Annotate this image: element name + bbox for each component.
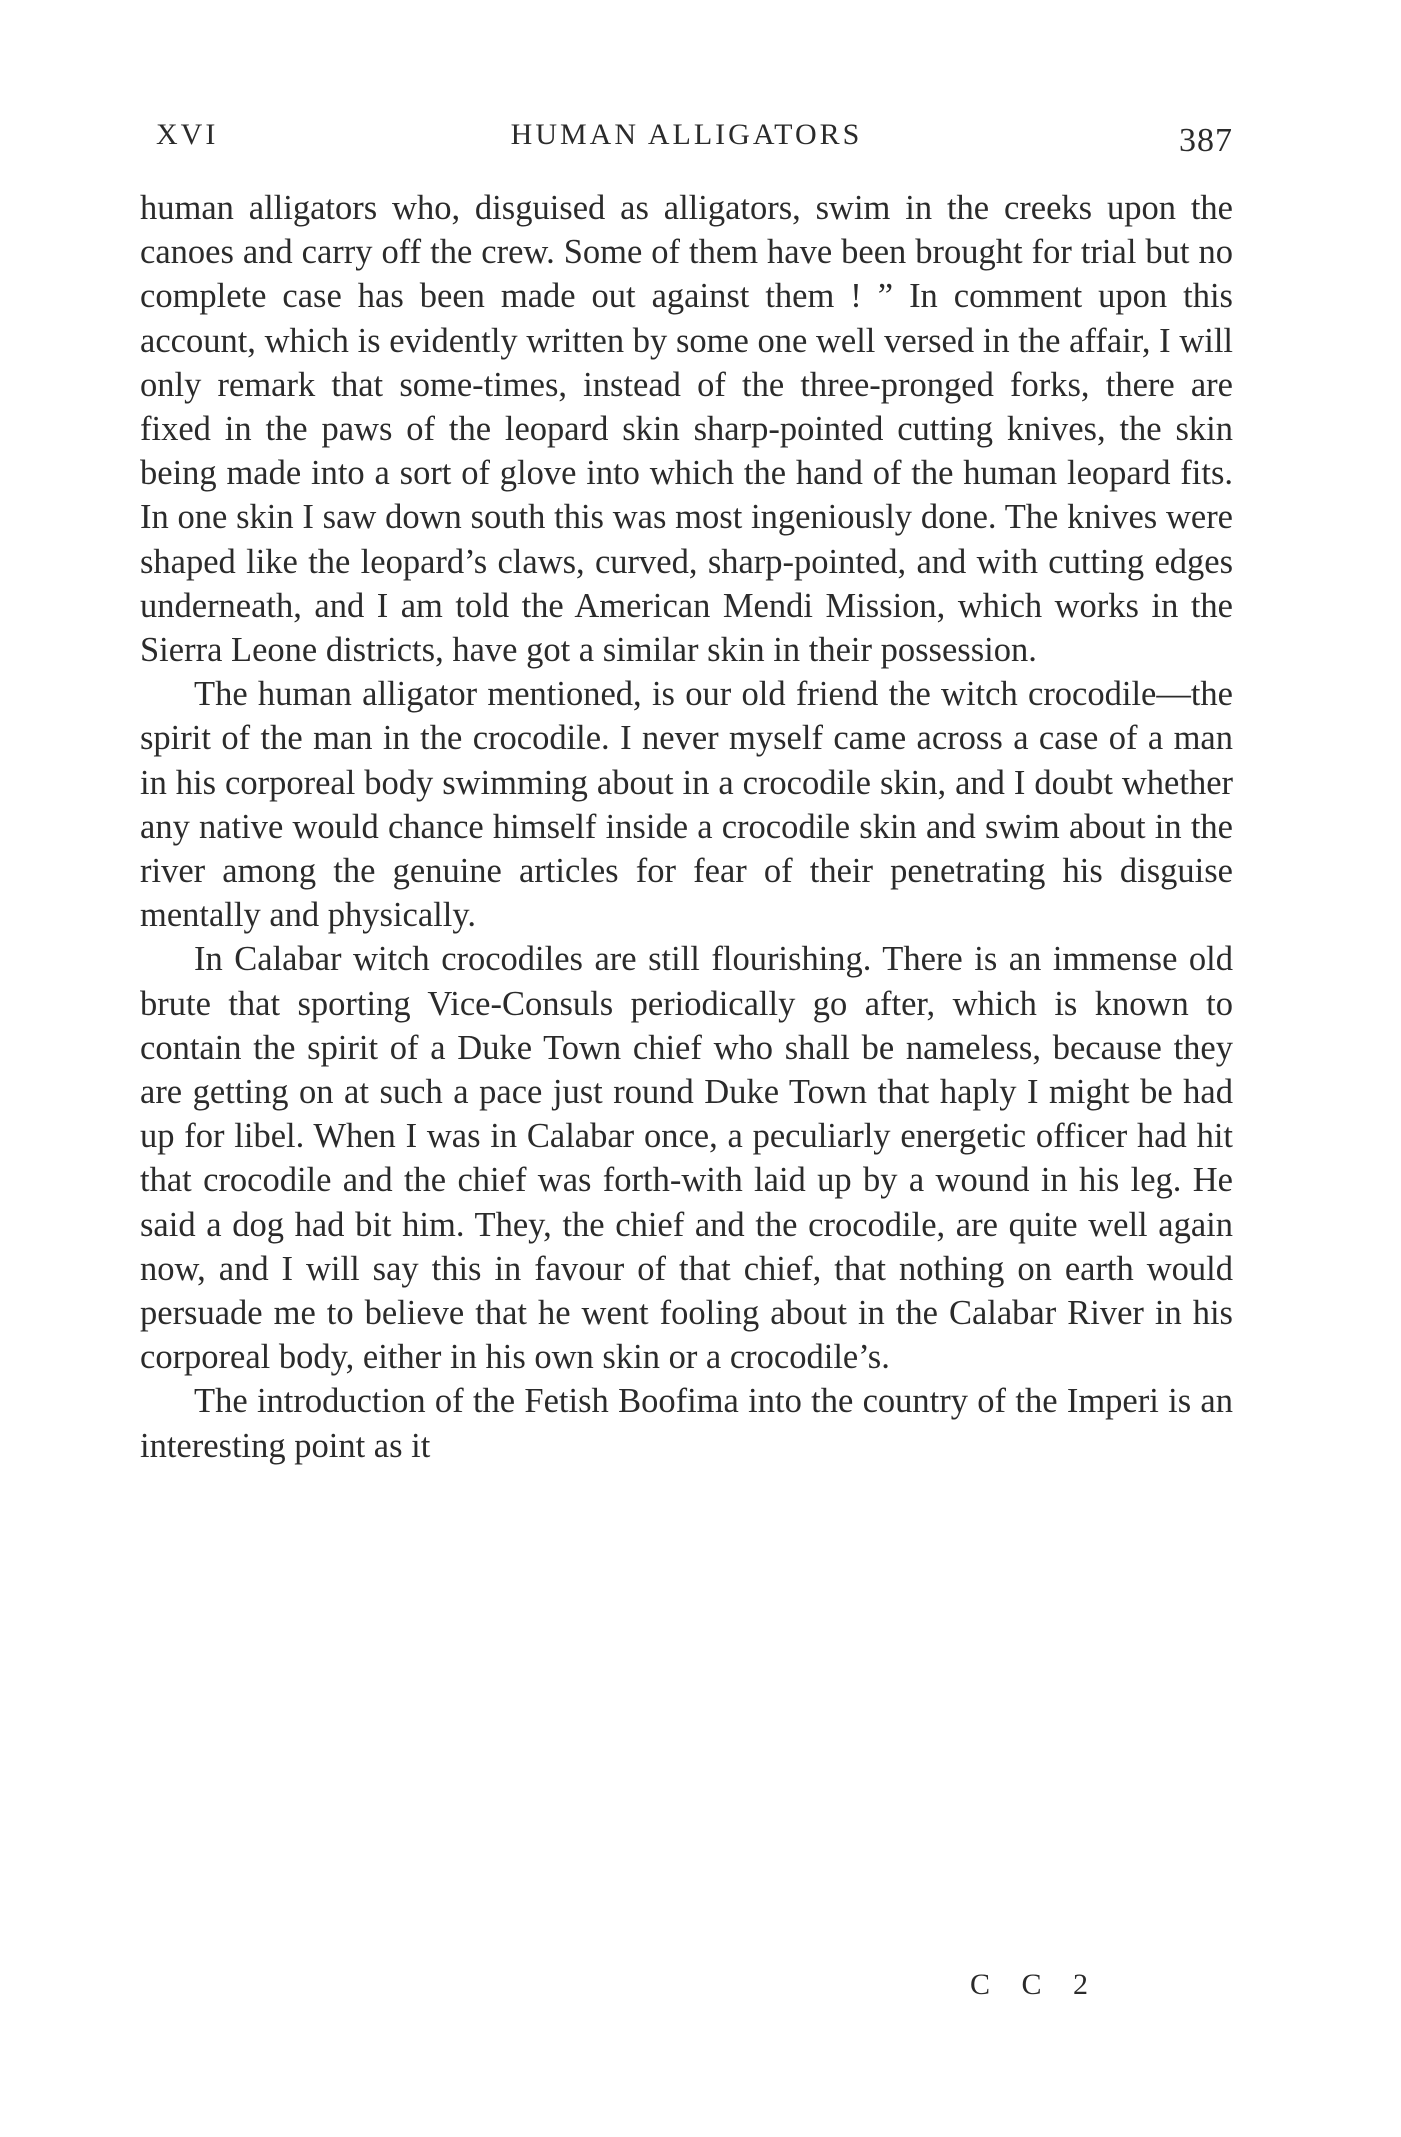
- running-head: [140, 118, 1233, 168]
- running-title: HUMAN ALLIGATORS: [510, 118, 863, 151]
- signature-mark: C C 2: [970, 1968, 1101, 2001]
- body-text: [140, 186, 1233, 1468]
- page-number: 387: [1179, 122, 1233, 159]
- paragraph-continued: human alligators who, disguised as alligators, swim in the creeks upon the canoes and carry off the crew. Some of them have been brought for trial but no complete case has been made out against them ! ” In comment upon this account, which is evidently written by some one well versed in the affair, I will only remark that some-times, instead of the three-pronged forks, there are fixed in the paws of the leopard skin sharp-pointed cutting knives, the skin being made into a sort of glove into which the hand of the human leopard fits. In one skin I saw down south this was most ingeniously done. The knives were shaped like the leopard’s claws, curved, sharp-pointed, and with cutting edges underneath, and I am told the American Mendi Mission, which works in the Sierra Leone districts, have got a similar skin in their possession.: [140, 189, 1233, 670]
- paragraph-calabar: In Calabar witch crocodiles are still flourishing. There is an immense old brute that sporting Vice-Consuls periodically go after, which is known to contain the spirit of a Duke Town chief who shall be nameless, because they are getting on at such a pace just round Duke Town that haply I might be had up for libel. When I was in Calabar once, a peculiarly energetic officer had hit that crocodile and the chief was forth-with laid up by a wound in his leg. He said a dog had bit him. They, the chief and the crocodile, are quite well again now, and I will say this in favour of that chief, that nothing on earth would persuade me to believe that he went fooling about in the Calabar River in his corporeal body, either in his own skin or a crocodile’s.: [140, 940, 1233, 1377]
- chapter-number: XVI: [156, 118, 219, 151]
- paragraph-boofima: The introduction of the Fetish Boofima into the country of the Imperi is an interesting point as it: [140, 1382, 1233, 1465]
- paragraph-witch-crocodile: The human alligator mentioned, is our old friend the witch crocodile—the spirit of the man in the crocodile. I never myself came across a case of a man in his corporeal body swimming about in a crocodile skin, and I doubt whether any native would chance himself inside a crocodile skin and swim about in the river among the genuine articles for fear of their penetrating his disguise mentally and physically.: [140, 675, 1233, 935]
